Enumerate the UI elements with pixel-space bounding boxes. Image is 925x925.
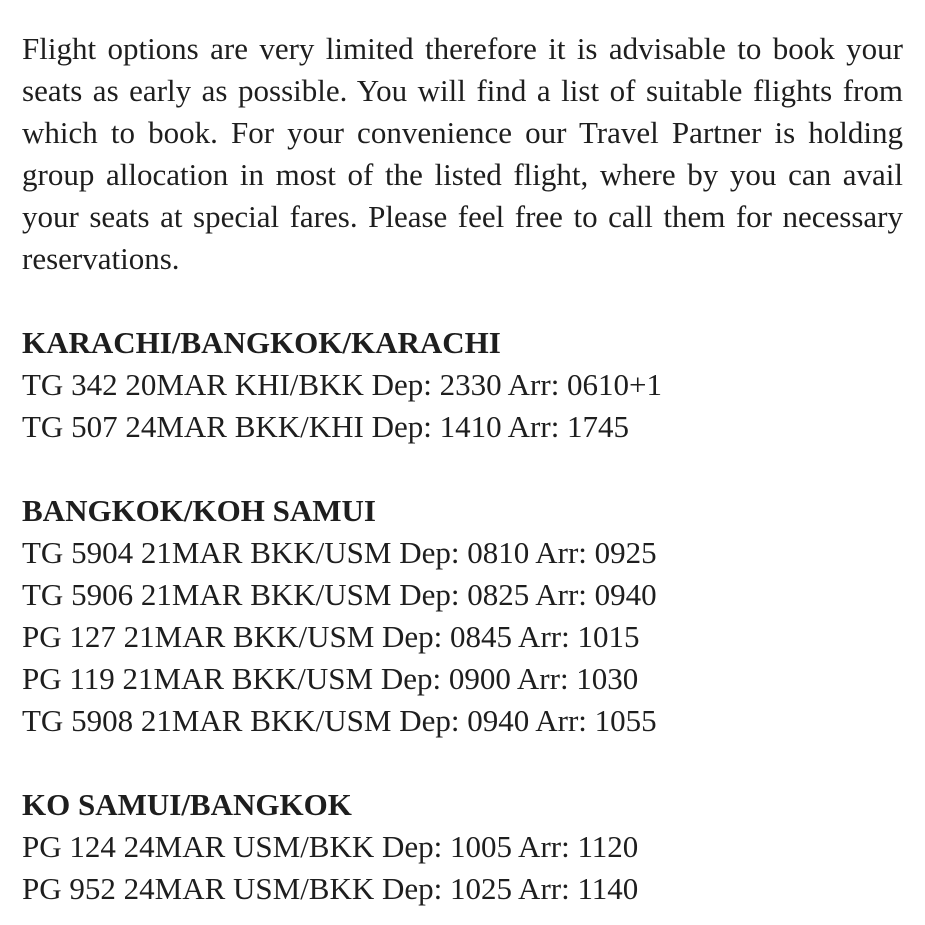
flight-line: TG 342 20MAR KHI/BKK Dep: 2330 Arr: 0610+1 xyxy=(22,367,663,402)
flight-line: TG 5908 21MAR BKK/USM Dep: 0940 Arr: 1055 xyxy=(22,703,657,738)
route-section-karachi-bangkok-karachi xyxy=(22,322,903,448)
flight-line: TG 507 24MAR BKK/KHI Dep: 1410 Arr: 1745 xyxy=(22,409,630,444)
section-title: BANGKOK/KOH SAMUI xyxy=(22,493,376,528)
flight-line: TG 5906 21MAR BKK/USM Dep: 0825 Arr: 0940 xyxy=(22,577,657,612)
document-page xyxy=(22,28,903,910)
intro-paragraph: Flight options are very limited therefore it is advisable to book your seats as early as possible. You will find a list of suitable flights from which to book. For your convenience our Travel Partner is holding group allocation in most of the listed flight, where by you can avail your seats at special fares. Please feel free to call them for necessary reservations. xyxy=(22,31,903,276)
flight-line: PG 124 24MAR USM/BKK Dep: 1005 Arr: 1120 xyxy=(22,829,639,864)
section-title: KARACHI/BANGKOK/KARACHI xyxy=(22,325,501,360)
flight-line: PG 119 21MAR BKK/USM Dep: 0900 Arr: 1030 xyxy=(22,661,639,696)
flight-line: TG 5904 21MAR BKK/USM Dep: 0810 Arr: 0925 xyxy=(22,535,657,570)
flight-line: PG 952 24MAR USM/BKK Dep: 1025 Arr: 1140 xyxy=(22,871,639,906)
flight-line: PG 127 21MAR BKK/USM Dep: 0845 Arr: 1015 xyxy=(22,619,640,654)
route-section-bangkok-koh-samui xyxy=(22,490,903,742)
section-title: KO SAMUI/BANGKOK xyxy=(22,787,352,822)
route-section-ko-samui-bangkok xyxy=(22,784,903,910)
